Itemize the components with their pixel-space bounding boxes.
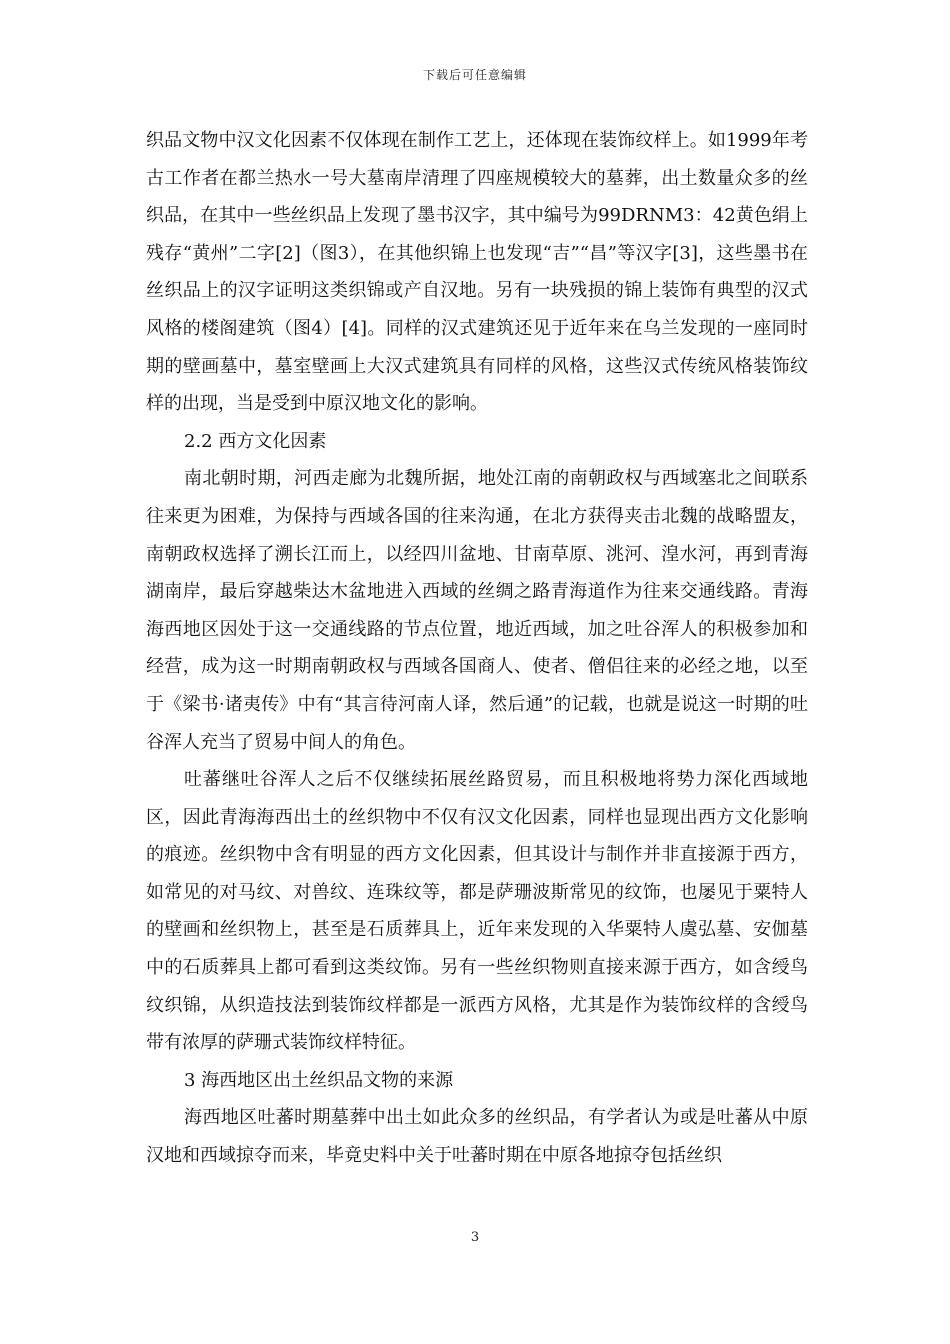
- paragraph-source-origin: 海西地区吐蕃时期墓葬中出土如此众多的丝织品，有学者认为或是吐蕃从中原汉地和西域掠夺而来，毕竟史料中关于吐蕃时期在中原各地掠夺包括丝织: [146, 1107, 808, 1167]
- section-heading-source: 3 海西地区出土丝织品文物的来源: [184, 1069, 454, 1091]
- paragraph-han-culture: 织品文物中汉文化因素不仅体现在制作工艺上，还体现在装饰纹样上。如1999年考古工作者在都兰热水一号大墓南岸清理了四座规模较大的墓葬，出土数量众多的丝织品，在其中一些丝织品上发现了墨书汉字，其中编号为99DRNM3：42黄色绢上残存“黄州”二字[2]（图3），在其他织锦上也发现“吉”“昌”等汉字[3]，这些墨书在丝织品上的汉字证明这类织锦或产自汉地。另有一块残损的锦上装饰有典型的汉式风格的楼阁建筑（图4）[4]。同样的汉式建筑还见于近年来在乌兰发现的一座同时期的壁画墓中，墓室壁画上大汉式建筑具有同样的风格，这些汉式传统风格装饰纹样的出现，当是受到中原汉地文化的影响。: [146, 130, 808, 415]
- paragraph-tubo-silk-trade: 吐蕃继吐谷浑人之后不仅继续拓展丝路贸易，而且积极地将势力深化西域地区，因此青海海西出土的丝织物中不仅有汉文化因素，同样也显现出西方文化影响的痕迹。丝织物中含有明显的西方文化因素，但其设计与制作并非直接源于西方，如常见的对马纹、对兽纹、连珠纹等，都是萨珊波斯常见的纹饰，也屡见于粟特人的壁画和丝织物上，甚至是石质葬具上，近年来发现的入华粟特人虞弘墓、安伽墓中的石质葬具上都可看到这类纹饰。另有一些丝织物则直接来源于西方，如含绶鸟纹织锦，从织造技法到装饰纹样都是一派西方风格，尤其是作为装饰纹样的含绶鸟带有浓厚的萨珊式装饰纹样特征。: [146, 769, 808, 1054]
- page-header: 下载后可任意编辑: [422, 68, 527, 82]
- paragraph-qinghai-route: 南北朝时期，河西走廊为北魏所据，地处江南的南朝政权与西域塞北之间联系往来更为困难，为保持与西域各国的往来沟通，在北方获得夹击北魏的战略盟友，南朝政权选择了溯长江而上，以经四川盆地、甘南草原、洮河、湟水河，再到青海湖南岸，最后穿越柴达木盆地进入西域的丝绸之路青海道作为往来交通线路。青海海西地区因处于这一交通线路的节点位置，地近西域，加之吐谷浑人的积极参加和经营，成为这一时期南朝政权与西域各国商人、使者、僧侣往来的必经之地，以至于《梁书·诸夷传》中有“其言待河南人译，然后通”的记载，也就是说这一时期的吐谷浑人充当了贸易中间人的角色。: [146, 468, 808, 753]
- section-heading-western-culture: 2.2 西方文化因素: [184, 430, 327, 452]
- document-body: [146, 122, 808, 1175]
- page-number: 3: [470, 1230, 480, 1245]
